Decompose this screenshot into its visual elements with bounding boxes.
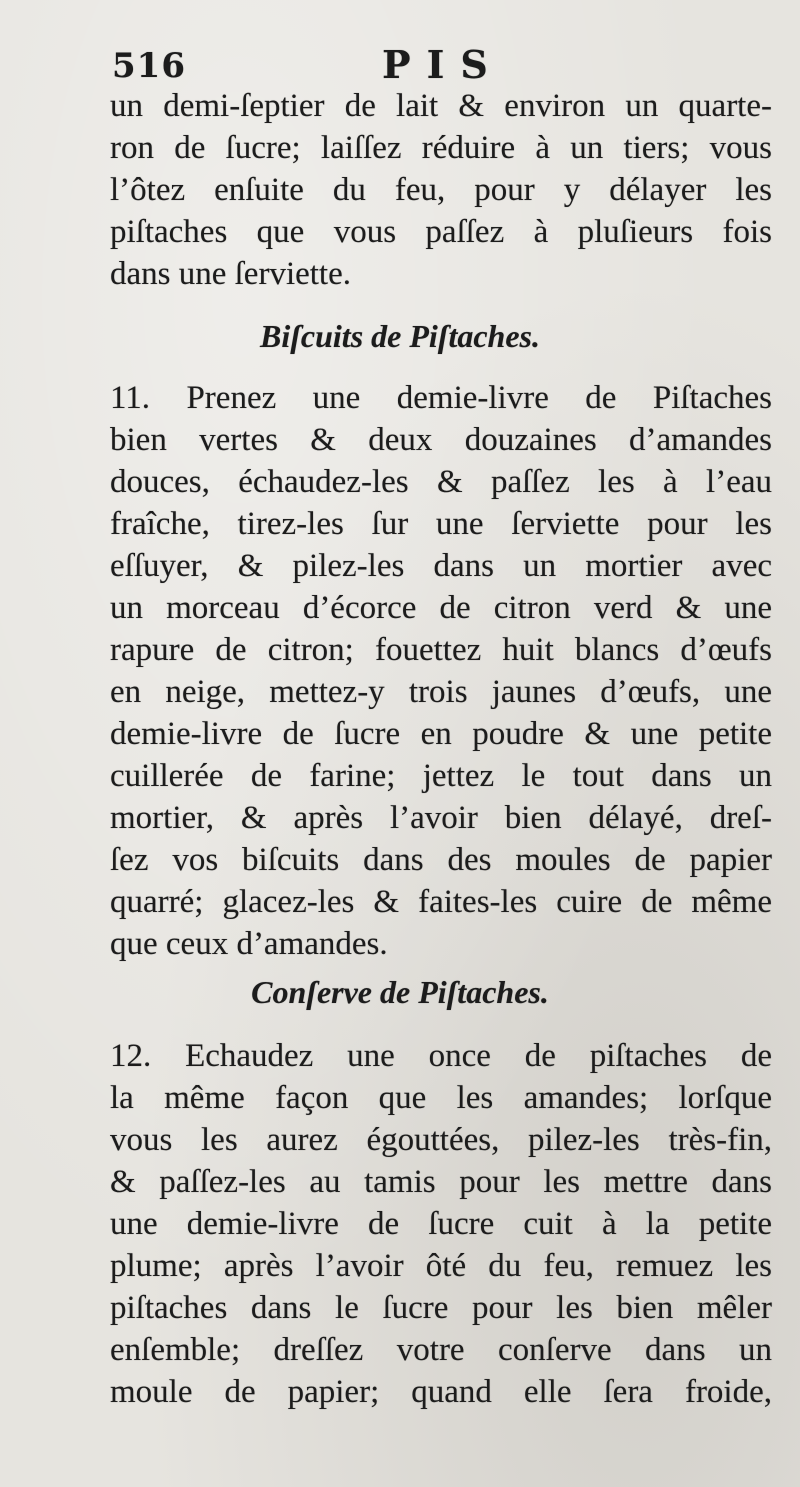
text-line: dans une ſerviette. <box>110 256 351 292</box>
text-line: eſſuyer, & pilez-les dans un mortier avec <box>110 548 772 584</box>
text-line: douces, échaudez-les & paſſez les à l’eau <box>110 464 772 500</box>
text-line: rapure de citron; fouettez huit blancs d’œufs <box>110 632 772 668</box>
page-number: 516 <box>112 46 186 86</box>
text-line: piſtaches que vous paſſez à pluſieurs fois <box>110 214 772 250</box>
text-line: en neige, mettez-y trois jaunes d’œufs, une <box>110 674 772 710</box>
text-line: un morceau d’écorce de citron verd & une <box>110 590 772 626</box>
text-line: ſez vos biſcuits dans des moules de papier <box>110 842 772 878</box>
page-header <box>0 42 800 92</box>
running-title: PIS <box>382 42 504 87</box>
text-line: cuillerée de farine; jettez le tout dans un <box>110 758 772 794</box>
text-line: que ceux d’amandes. <box>110 926 388 962</box>
section-heading: Biſcuits de Piſtaches. <box>260 318 540 354</box>
text-line: 11. Prenez une demie-livre de Piſtaches <box>110 380 772 416</box>
text-line: vous les aurez égouttées, pilez-les très-fin, <box>110 1122 772 1158</box>
text-line: enſemble; dreſſez votre conſerve dans un <box>110 1332 772 1368</box>
text-line: ron de ſucre; laiſſez réduire à un tiers; vous <box>110 130 772 166</box>
text-line: fraîche, tirez-les ſur une ſerviette pour les <box>110 506 772 542</box>
text-line: piſtaches dans le ſucre pour les bien mêler <box>110 1290 772 1326</box>
text-line: l’ôtez enſuite du feu, pour y délayer les <box>110 172 772 208</box>
text-line: & paſſez-les au tamis pour les mettre dans <box>110 1164 772 1200</box>
text-line: un demi-ſeptier de lait & environ un quarte- <box>110 88 772 124</box>
section-heading: Conſerve de Piſtaches. <box>251 974 549 1010</box>
text-line: moule de papier; quand elle ſera froide, <box>110 1374 772 1410</box>
text-line: plume; après l’avoir ôté du feu, remuez les <box>110 1248 772 1284</box>
text-line: une demie-livre de ſucre cuit à la petite <box>110 1206 772 1242</box>
text-line: demie-livre de ſucre en poudre & une petite <box>110 716 772 752</box>
text-line: quarré; glacez-les & faites-les cuire de même <box>110 884 772 920</box>
text-line: 12. Echaudez une once de piſtaches de <box>110 1038 772 1074</box>
text-line: mortier, & après l’avoir bien délayé, dreſ- <box>110 800 772 836</box>
text-line: la même façon que les amandes; lorſque <box>110 1080 772 1116</box>
text-line: bien vertes & deux douzaines d’amandes <box>110 422 772 458</box>
